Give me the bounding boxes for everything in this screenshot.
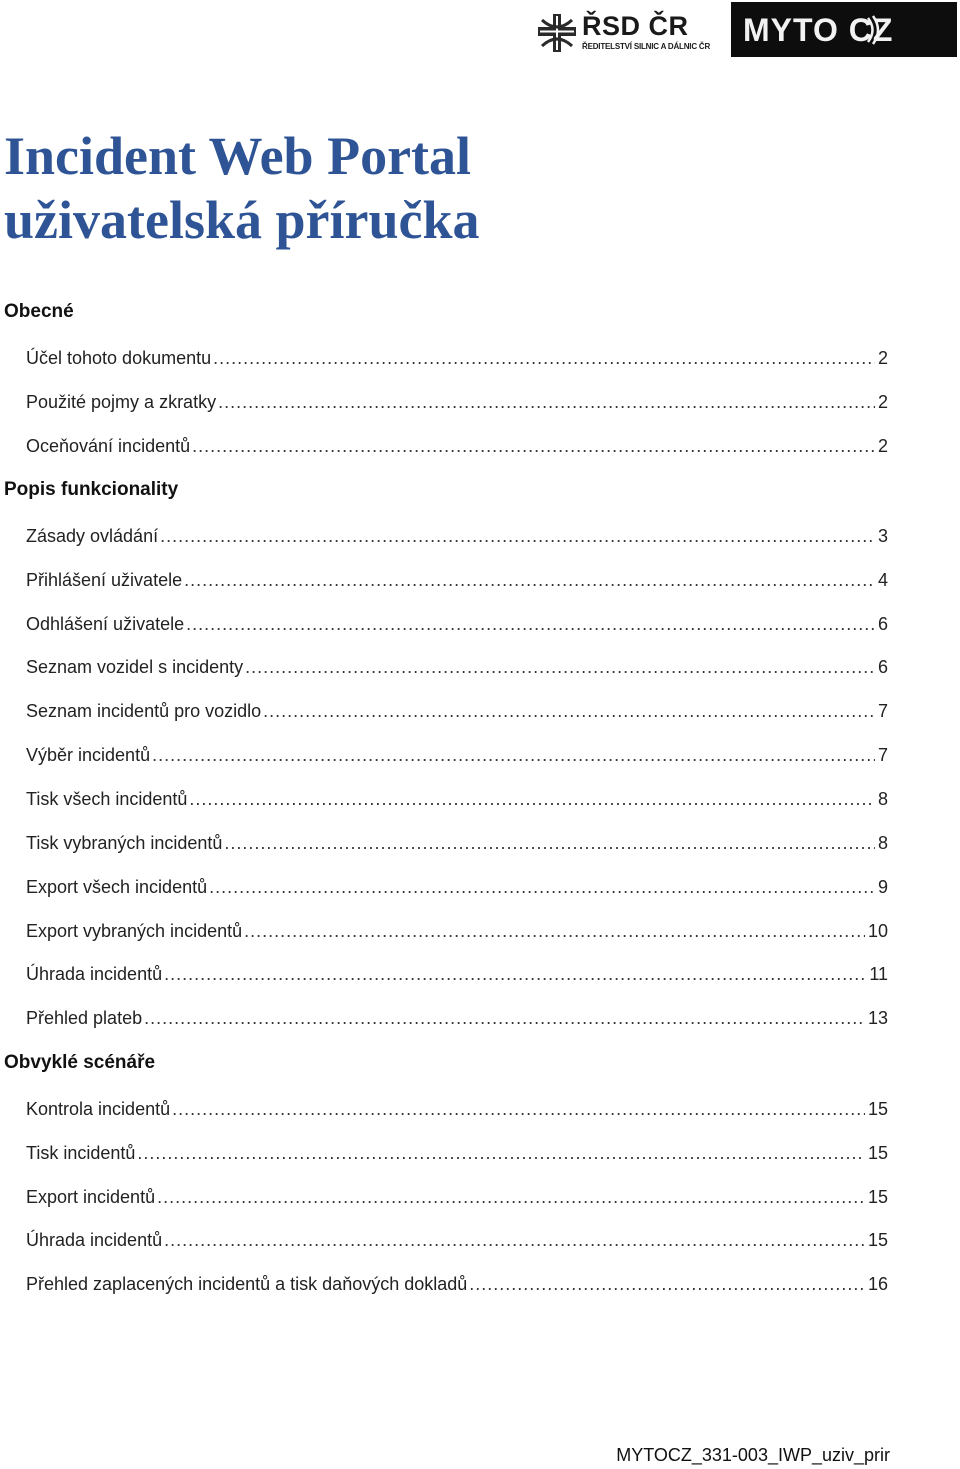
toc-page-number: 10 bbox=[867, 921, 888, 941]
toc-dot-leader bbox=[192, 434, 875, 458]
toc-entry-label: Účel tohoto dokumentu bbox=[26, 348, 212, 368]
toc-entry[interactable] bbox=[26, 962, 888, 986]
toc-entry[interactable] bbox=[26, 1185, 888, 1209]
document-title-line-1: Incident Web Portal bbox=[4, 126, 472, 186]
toc-entry[interactable] bbox=[26, 919, 888, 943]
toc-page-number: 7 bbox=[877, 701, 888, 721]
toc-dot-leader bbox=[184, 568, 875, 592]
toc-dot-leader bbox=[152, 743, 875, 767]
toc-entry-label: Použité pojmy a zkratky bbox=[26, 392, 217, 412]
toc-page-number: 6 bbox=[877, 657, 888, 677]
toc-entry[interactable] bbox=[26, 568, 888, 592]
toc-page-number: 2 bbox=[877, 348, 888, 368]
toc-page-number: 6 bbox=[877, 614, 888, 634]
toc-entry[interactable] bbox=[26, 1228, 888, 1252]
toc-page-number: 15 bbox=[867, 1187, 888, 1207]
toc-entry[interactable] bbox=[26, 524, 888, 548]
toc-entry-label: Seznam incidentů pro vozidlo bbox=[26, 701, 262, 721]
toc-entry[interactable] bbox=[26, 434, 888, 458]
toc-entry-label: Export vybraných incidentů bbox=[26, 921, 243, 941]
toc-page-number: 13 bbox=[867, 1008, 888, 1028]
toc-page-number: 15 bbox=[867, 1230, 888, 1250]
toc-dot-leader bbox=[157, 1185, 865, 1209]
toc-heading-functionality[interactable]: Popis funkcionality bbox=[4, 479, 179, 500]
myto-logo-name: MYTO CZ bbox=[743, 12, 894, 48]
toc-entry[interactable] bbox=[26, 390, 888, 414]
toc-entry-label: Výběr incidentů bbox=[26, 745, 151, 765]
toc-page-number: 8 bbox=[877, 833, 888, 853]
toc-page-number: 2 bbox=[877, 392, 888, 412]
toc-entry[interactable] bbox=[26, 1272, 888, 1296]
toc-entry[interactable] bbox=[26, 612, 888, 636]
toc-entry-label: Seznam vozidel s incidenty bbox=[26, 657, 244, 677]
toc-entry-label: Oceňování incidentů bbox=[26, 436, 191, 456]
toc-dot-leader bbox=[189, 787, 875, 811]
toc-entry-label: Úhrada incidentů bbox=[26, 1230, 163, 1250]
toc-dot-leader bbox=[218, 390, 875, 414]
toc-heading-general[interactable]: Obecné bbox=[4, 301, 74, 322]
document-title-line-2: uživatelská příručka bbox=[4, 190, 480, 250]
toc-dot-leader bbox=[172, 1097, 865, 1121]
toc-dot-leader bbox=[164, 1228, 865, 1252]
toc-entry-label: Zásady ovládání bbox=[26, 526, 159, 546]
toc-page-number: 2 bbox=[877, 436, 888, 456]
toc-entry[interactable] bbox=[26, 831, 888, 855]
toc-dot-leader bbox=[186, 612, 875, 636]
toc-entry-label: Kontrola incidentů bbox=[26, 1099, 171, 1119]
toc-entry-label: Přihlášení uživatele bbox=[26, 570, 183, 590]
rsd-logo-name: ŘSD ČR bbox=[582, 11, 689, 41]
toc-dot-leader bbox=[244, 919, 865, 943]
document-code: MYTOCZ_331-003_IWP_uziv_prir bbox=[616, 1445, 890, 1465]
toc-entry[interactable] bbox=[26, 655, 888, 679]
toc-entry[interactable] bbox=[26, 743, 888, 767]
toc-entry[interactable] bbox=[26, 875, 888, 899]
toc-entry[interactable] bbox=[26, 346, 888, 370]
toc-entry[interactable] bbox=[26, 1006, 888, 1030]
toc-dot-leader bbox=[160, 524, 875, 548]
toc-dot-leader bbox=[144, 1006, 865, 1030]
toc-page-number: 15 bbox=[867, 1099, 888, 1119]
toc-entry-label: Přehled plateb bbox=[26, 1008, 143, 1028]
toc-entry[interactable] bbox=[26, 787, 888, 811]
toc-page-number: 4 bbox=[877, 570, 888, 590]
toc-entry[interactable] bbox=[26, 1097, 888, 1121]
toc-entry-label: Úhrada incidentů bbox=[26, 964, 163, 984]
toc-dot-leader bbox=[224, 831, 875, 855]
toc-entry-label: Tisk incidentů bbox=[26, 1143, 136, 1163]
toc-page-number: 8 bbox=[877, 789, 888, 809]
toc-page-number: 15 bbox=[867, 1143, 888, 1163]
toc-dot-leader bbox=[245, 655, 875, 679]
toc-entry[interactable] bbox=[26, 1141, 888, 1165]
toc-dot-leader bbox=[137, 1141, 865, 1165]
toc-entry-label: Export incidentů bbox=[26, 1187, 156, 1207]
toc-dot-leader bbox=[469, 1272, 865, 1296]
toc-dot-leader bbox=[164, 962, 866, 986]
toc-entry-label: Export všech incidentů bbox=[26, 877, 208, 897]
toc-page-number: 16 bbox=[867, 1274, 888, 1294]
toc-entry-label: Tisk vybraných incidentů bbox=[26, 833, 223, 853]
toc-entry-label: Odhlášení uživatele bbox=[26, 614, 185, 634]
toc-entry[interactable] bbox=[26, 699, 888, 723]
toc-page-number: 7 bbox=[877, 745, 888, 765]
toc-page-number: 9 bbox=[877, 877, 888, 897]
toc-heading-scenarios[interactable]: Obvyklé scénáře bbox=[4, 1052, 156, 1073]
rsd-logo-subtitle: ŘEDITELSTVÍ SILNIC A DÁLNIC ČR bbox=[582, 42, 711, 51]
toc-page-number: 11 bbox=[869, 964, 888, 984]
toc-page-number: 3 bbox=[877, 526, 888, 546]
toc-dot-leader bbox=[263, 699, 875, 723]
toc-entry-label: Přehled zaplacených incidentů a tisk daňových dokladů bbox=[26, 1274, 468, 1294]
toc-entry-label: Tisk všech incidentů bbox=[26, 789, 188, 809]
toc-dot-leader bbox=[213, 346, 875, 370]
toc-dot-leader bbox=[209, 875, 875, 899]
